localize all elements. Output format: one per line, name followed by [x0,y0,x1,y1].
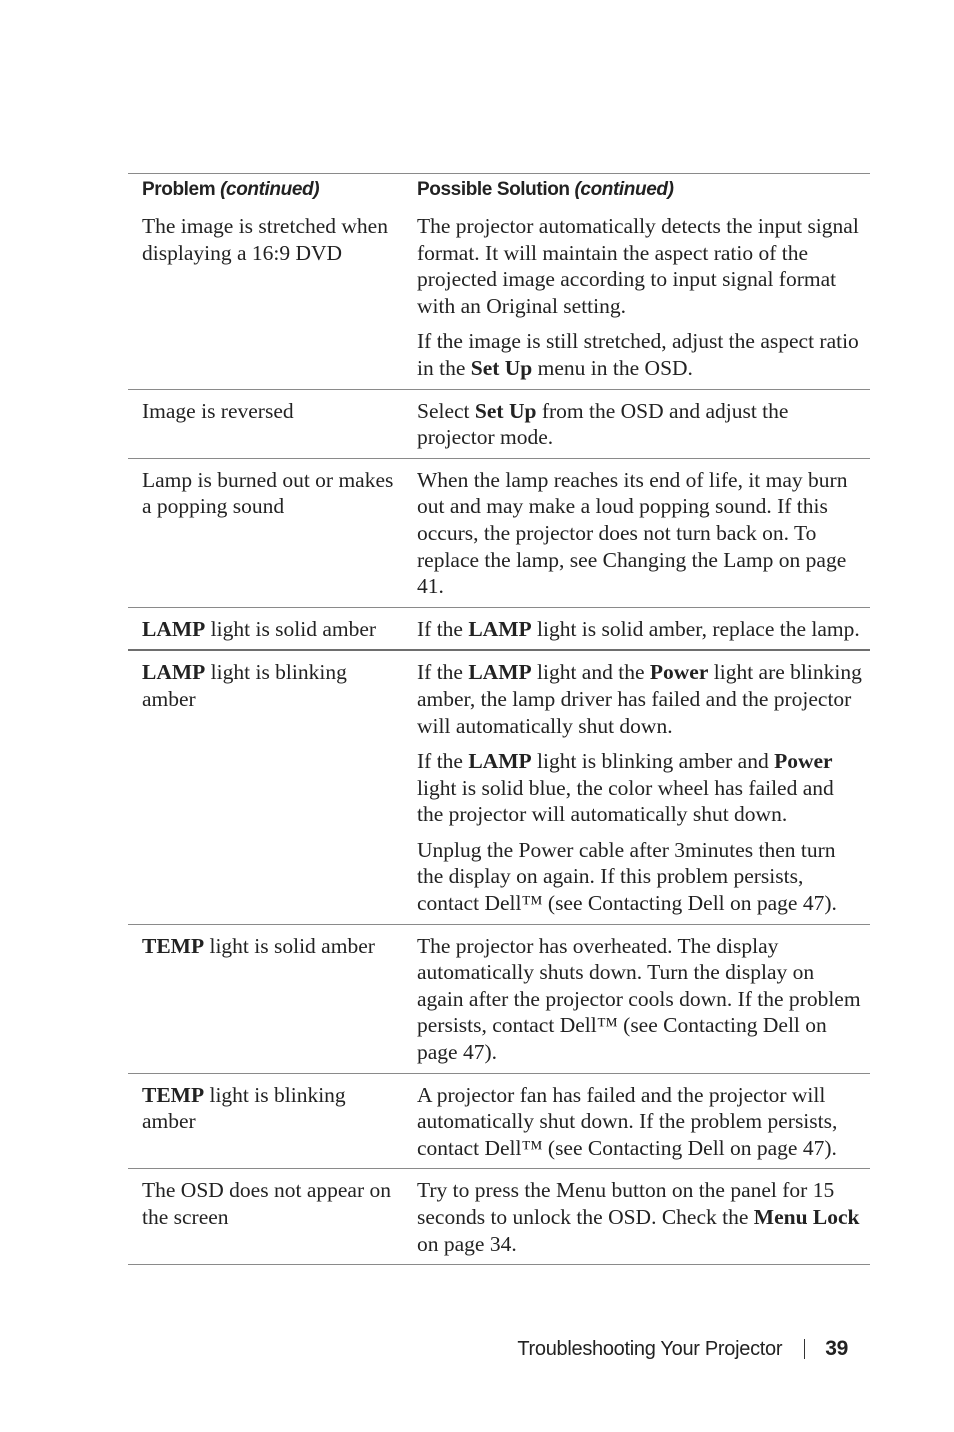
solution-cell [403,659,870,916]
text-run: If the [417,749,469,774]
solution-paragraph [417,1177,864,1257]
solution-cell [403,467,870,600]
solution-paragraph [417,1082,864,1162]
text-run: light is blinking amber [142,1082,346,1134]
table-row [128,925,870,1074]
text-run: menu in the OSD. [532,355,693,380]
troubleshooting-table [128,173,870,1265]
solution-paragraph [417,328,864,381]
table-row [128,1169,870,1265]
table-row [128,459,870,608]
solution-paragraph [417,837,864,917]
bold-term: LAMP [468,749,532,774]
solution-header-label: Possible Solution [417,179,570,200]
solution-paragraph [417,748,864,828]
table-row [128,390,870,459]
solution-cell [403,398,870,451]
table-body [128,204,870,1265]
solution-header-continued: (continued) [574,179,674,200]
text-run: Image is reversed [142,398,294,423]
text-run: If the image is still stretched, adjust the aspect ratio in the [417,329,859,380]
solution-paragraph [417,659,864,739]
text-run: If the [417,660,469,685]
problem-header-continued: (continued) [220,179,320,200]
solution-cell [403,1177,870,1257]
bold-term: Power [774,749,833,774]
problem-cell [128,616,403,643]
table-row [128,1074,870,1170]
problem-header-label: Problem [142,179,216,200]
problem-cell [128,933,403,1066]
problem-cell [128,467,403,600]
text-run: light and the [531,660,650,685]
text-run: Try to press the Menu button on the panel for 15 seconds to unlock the OSD. Check the [417,1178,835,1229]
text-run: When the lamp reaches its end of life, it may burn out and may make a loud popping sound. If this occurs, the projector does not turn back on. To replace the lamp, see Changing the Lamp on page 41. [417,467,848,599]
solution-cell [403,933,870,1066]
problem-cell [128,398,403,451]
footer-section-title: Troubleshooting Your Projector [517,1337,783,1360]
text-run: light is solid amber, replace the lamp. [531,616,860,641]
text-run: from the OSD and adjust the projector mode. [417,398,789,450]
table-row [128,204,870,390]
text-run: A projector fan has failed and the projector will automatically shut down. If the problem persists, contact Dell™ (see Contacting Dell on page 47). [417,1082,838,1160]
bold-term: Set Up [474,398,537,423]
text-run: The image is stretched when displaying a 16:9 DVD [142,214,388,265]
text-run: light is blinking amber and [531,749,775,774]
text-run: The projector has overheated. The display automatically shuts down. Turn the display on again after the projector cools down. If the problem persists, contact Dell™ (see Contacting Dell on page 47). [417,933,861,1065]
table-row [128,651,870,924]
text-run: Lamp is burned out or makes a popping sound [142,467,394,519]
solution-paragraph [417,467,864,600]
page-footer [517,1337,848,1361]
solution-cell [403,1082,870,1162]
solution-paragraph [417,616,864,643]
bold-term: TEMP [142,933,205,958]
bold-term: LAMP [142,616,206,641]
footer-separator [804,1339,805,1359]
problem-cell [128,659,403,916]
solution-paragraph [417,398,864,451]
problem-column-header [128,179,403,204]
table-row [128,608,870,652]
problem-cell [128,1177,403,1257]
table-header [128,173,870,204]
solution-column-header [403,179,870,204]
text-run: light is solid amber [204,933,375,958]
bold-term: Menu Lock [753,1205,860,1229]
text-run: If the [417,616,469,641]
text-run: light is blinking amber [142,660,347,711]
solution-paragraph [417,933,864,1066]
text-run: The projector automatically detects the input signal format. It will maintain the aspect ratio of the projected image according to input signal format with an Original setting. [417,214,859,318]
text-run: Select [417,398,475,423]
solution-cell [403,616,870,643]
bold-term: Power [649,660,709,685]
text-run: light are blinking amber, the lamp driver has failed and the projector will automatically shut down. [417,660,862,738]
text-run: Unplug the Power cable after 3minutes then turn the display on again. If this problem persists, contact Dell™ (see Contacting Dell on page 47). [417,837,837,916]
bold-term: TEMP [142,1082,205,1107]
bold-term: LAMP [142,660,206,685]
page-number: 39 [825,1337,848,1360]
solution-paragraph [417,213,864,319]
solution-cell [403,213,870,382]
problem-cell [128,1082,403,1162]
problem-cell [128,213,403,382]
text-run: on page 34. [417,1231,517,1256]
text-run: light is solid blue, the color wheel has failed and the projector will automatically shut down. [417,775,834,827]
text-run: The OSD does not appear on the screen [142,1178,391,1229]
text-run: light is solid amber [205,616,377,641]
bold-term: Set Up [470,355,533,380]
bold-term: LAMP [468,660,532,685]
bold-term: LAMP [468,616,532,641]
